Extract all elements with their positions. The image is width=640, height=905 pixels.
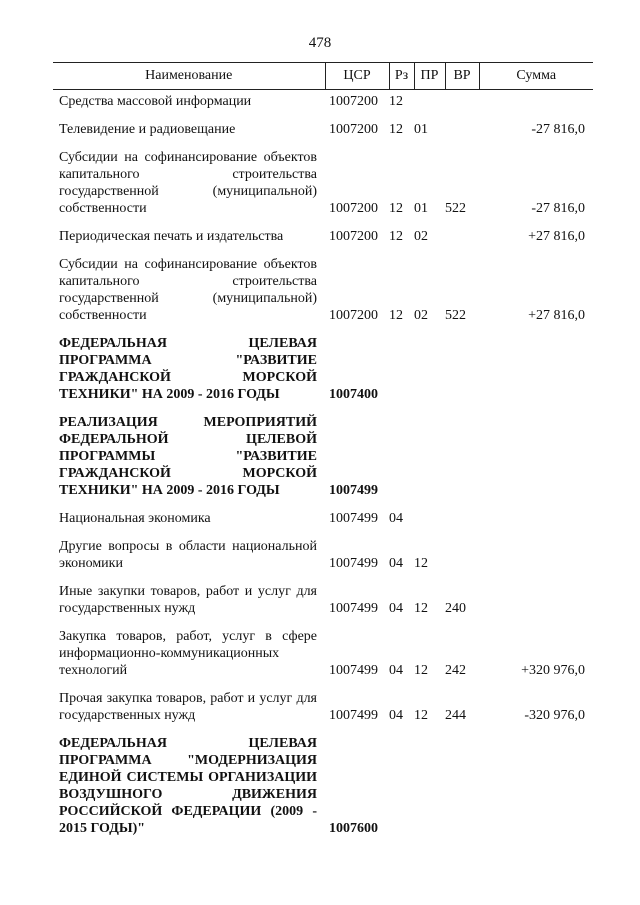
row-rz: 12	[389, 94, 403, 109]
row-rz: 12	[389, 308, 403, 323]
row-rz	[389, 727, 414, 840]
row-name: Национальная экономика	[59, 511, 211, 526]
table-row	[53, 90, 593, 114]
row-vr: 244	[445, 708, 466, 723]
table-row	[53, 248, 593, 327]
row-sum: -27 816,0	[531, 122, 585, 137]
row-rz	[389, 406, 414, 502]
row-rz: 12	[389, 229, 403, 244]
row-pr: 12	[414, 556, 428, 571]
table-row	[53, 620, 593, 682]
row-vr	[445, 530, 479, 575]
row-pr: 12	[414, 663, 428, 678]
header-vr: ВР	[445, 63, 479, 90]
row-name: Средства массовой информации	[59, 94, 252, 109]
row-vr	[445, 727, 479, 840]
row-vr	[445, 502, 479, 530]
row-pr	[414, 502, 445, 530]
row-name: Закупка товаров, работ, услуг в сфере информационно-коммуникационных технологий	[59, 629, 317, 678]
header-rz: Рз	[389, 63, 414, 90]
row-name: Иные закупки товаров, работ и услуг для государственных нужд	[59, 584, 317, 616]
row-sum	[479, 727, 593, 840]
table-row	[53, 530, 593, 575]
row-pr	[414, 406, 445, 502]
row-csr: 1007499	[329, 556, 378, 571]
row-pr: 02	[414, 229, 428, 244]
row-vr	[445, 327, 479, 406]
header-name: Наименование	[53, 63, 325, 90]
page-number: 478	[308, 35, 332, 51]
table-row	[53, 575, 593, 620]
table-row	[53, 727, 593, 840]
row-vr: 522	[445, 201, 466, 216]
row-csr: 1007499	[329, 483, 378, 498]
row-sum	[479, 406, 593, 502]
row-vr	[445, 220, 479, 248]
row-vr: 522	[445, 308, 466, 323]
row-csr: 1007499	[329, 601, 378, 616]
row-csr: 1007499	[329, 663, 378, 678]
row-pr: 12	[414, 601, 428, 616]
row-rz: 04	[389, 511, 403, 526]
row-pr: 01	[414, 122, 428, 137]
table-row	[53, 682, 593, 727]
header-sum: Сумма	[479, 63, 593, 90]
row-vr: 242	[445, 663, 466, 678]
row-pr	[414, 727, 445, 840]
row-name: ФЕДЕРАЛЬНАЯ ЦЕЛЕВАЯ ПРОГРАММА "МОДЕРНИЗАЦИЯ ЕДИНОЙ СИСТЕМЫ ОРГАНИЗАЦИИ ВОЗДУШНОГО ДВИЖЕНИЯ РОССИЙСКОЙ ФЕДЕРАЦИИ (2009 - 2015 ГОДЫ)"	[59, 736, 317, 836]
row-name: Субсидии на софинансирование объектов капитального строительства государственной (муниципальной) собственности	[59, 150, 317, 216]
row-csr: 1007400	[329, 387, 378, 402]
row-name: ФЕДЕРАЛЬНАЯ ЦЕЛЕВАЯ ПРОГРАММА "РАЗВИТИЕ ГРАЖДАНСКОЙ МОРСКОЙ ТЕХНИКИ" НА 2009 - 2016 ГОДЫ	[59, 336, 317, 402]
row-vr	[445, 113, 479, 141]
row-rz: 12	[389, 122, 403, 137]
row-vr	[445, 90, 479, 114]
table-row	[53, 220, 593, 248]
budget-table	[53, 62, 593, 840]
row-sum: -320 976,0	[524, 708, 585, 723]
row-rz: 04	[389, 708, 403, 723]
row-csr: 1007200	[329, 308, 378, 323]
row-name: Субсидии на софинансирование объектов капитального строительства государственной (муниципальной) собственности	[59, 257, 317, 323]
row-sum: +320 976,0	[521, 663, 585, 678]
table-header-row	[53, 63, 593, 90]
row-rz: 04	[389, 663, 403, 678]
table-body	[53, 90, 593, 841]
row-name: Прочая закупка товаров, работ и услуг для государственных нужд	[59, 691, 317, 723]
table-row	[53, 406, 593, 502]
header-pr: ПР	[414, 63, 445, 90]
row-pr: 12	[414, 708, 428, 723]
table-row	[53, 327, 593, 406]
row-vr: 240	[445, 601, 466, 616]
row-csr: 1007600	[329, 821, 378, 836]
row-pr	[414, 90, 445, 114]
row-csr: 1007200	[329, 201, 378, 216]
table-row	[53, 141, 593, 220]
header-csr: ЦСР	[325, 63, 389, 90]
row-vr	[445, 406, 479, 502]
row-rz: 12	[389, 201, 403, 216]
row-csr: 1007200	[329, 229, 378, 244]
row-name: Другие вопросы в области национальной экономики	[59, 539, 317, 571]
row-csr: 1007200	[329, 122, 378, 137]
row-sum: +27 816,0	[528, 308, 585, 323]
row-sum	[479, 530, 593, 575]
row-rz: 04	[389, 556, 403, 571]
row-sum	[479, 575, 593, 620]
row-pr: 02	[414, 308, 428, 323]
row-pr	[414, 327, 445, 406]
row-name: Периодическая печать и издательства	[59, 229, 284, 244]
row-rz: 04	[389, 601, 403, 616]
row-name: РЕАЛИЗАЦИЯ МЕРОПРИЯТИЙ ФЕДЕРАЛЬНОЙ ЦЕЛЕВОЙ ПРОГРАММЫ "РАЗВИТИЕ ГРАЖДАНСКОЙ МОРСКОЙ ТЕХНИКИ" НА 2009 - 2016 ГОДЫ	[59, 415, 317, 498]
row-name: Телевидение и радиовещание	[59, 122, 236, 137]
table-row	[53, 502, 593, 530]
row-pr: 01	[414, 201, 428, 216]
row-csr: 1007499	[329, 708, 378, 723]
row-sum	[479, 327, 593, 406]
row-rz	[389, 327, 414, 406]
row-sum: -27 816,0	[531, 201, 585, 216]
row-csr: 1007200	[329, 94, 378, 109]
table-row	[53, 113, 593, 141]
row-sum: +27 816,0	[528, 229, 585, 244]
row-sum	[479, 90, 593, 114]
row-sum	[479, 502, 593, 530]
row-csr: 1007499	[329, 511, 378, 526]
